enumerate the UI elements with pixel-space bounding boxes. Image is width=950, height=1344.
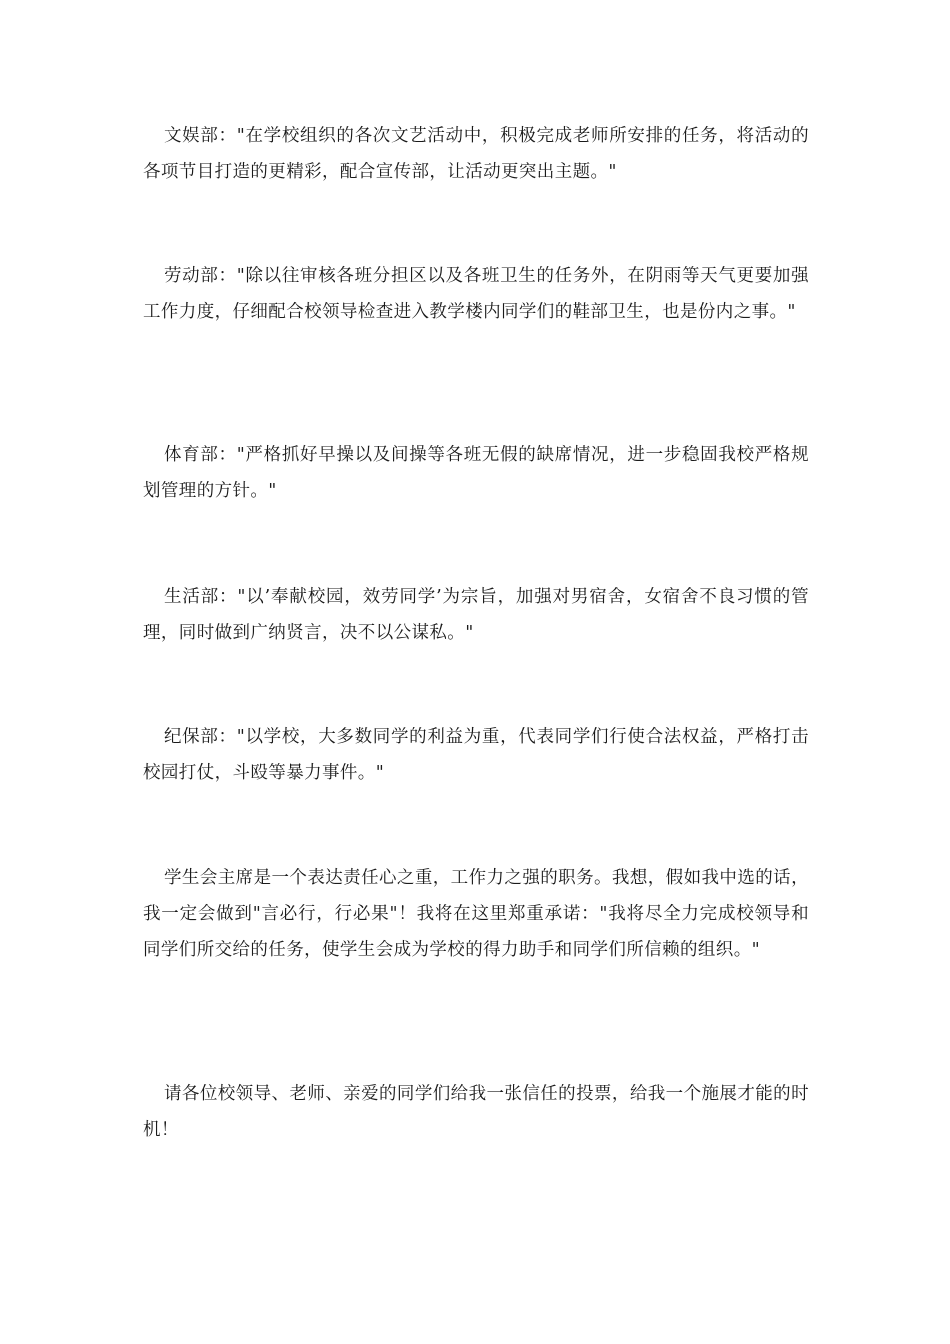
paragraph-life-department: 生活部："以’奉献校园，效劳同学’为宗旨，加强对男宿舍，女宿舍不良习惯的管理，同时做到广纳贤言，决不以公谋私。": [143, 587, 809, 643]
paragraph-labor-department: 劳动部："除以往审核各班分担区以及各班卫生的任务外，在阴雨等天气更要加强工作力度，仔细配合校领导检查进入教学楼内同学们的鞋部卫生，也是份内之事。": [143, 266, 809, 322]
paragraph-discipline-department: 纪保部："以学校，大多数同学的利益为重，代表同学们行使合法权益，严格打击校园打仗，斗殴等暴力事件。": [143, 727, 809, 783]
paragraph-wenyu-department: 文娱部："在学校组织的各次文艺活动中，积极完成老师所安排的任务，将活动的各项节目打造的更精彩，配合宣传部，让活动更突出主题。": [143, 126, 809, 182]
paragraph-chairman-pledge: 学生会主席是一个表达责任心之重，工作力之强的职务。我想，假如我中选的话，我一定会做到"言必行，行必果"！我将在这里郑重承诺："我将尽全力完成校领导和同学们所交给的任务，使学生会成为学校的得力助手和同学们所信赖的组织。": [143, 868, 809, 960]
paragraph-sports-department: 体育部："严格抓好早操以及间操等各班无假的缺席情况，进一步稳固我校严格规划管理的方针。": [143, 445, 809, 501]
paragraph-closing-appeal: 请各位校领导、老师、亲爱的同学们给我一张信任的投票，给我一个施展才能的时机！: [143, 1084, 809, 1140]
